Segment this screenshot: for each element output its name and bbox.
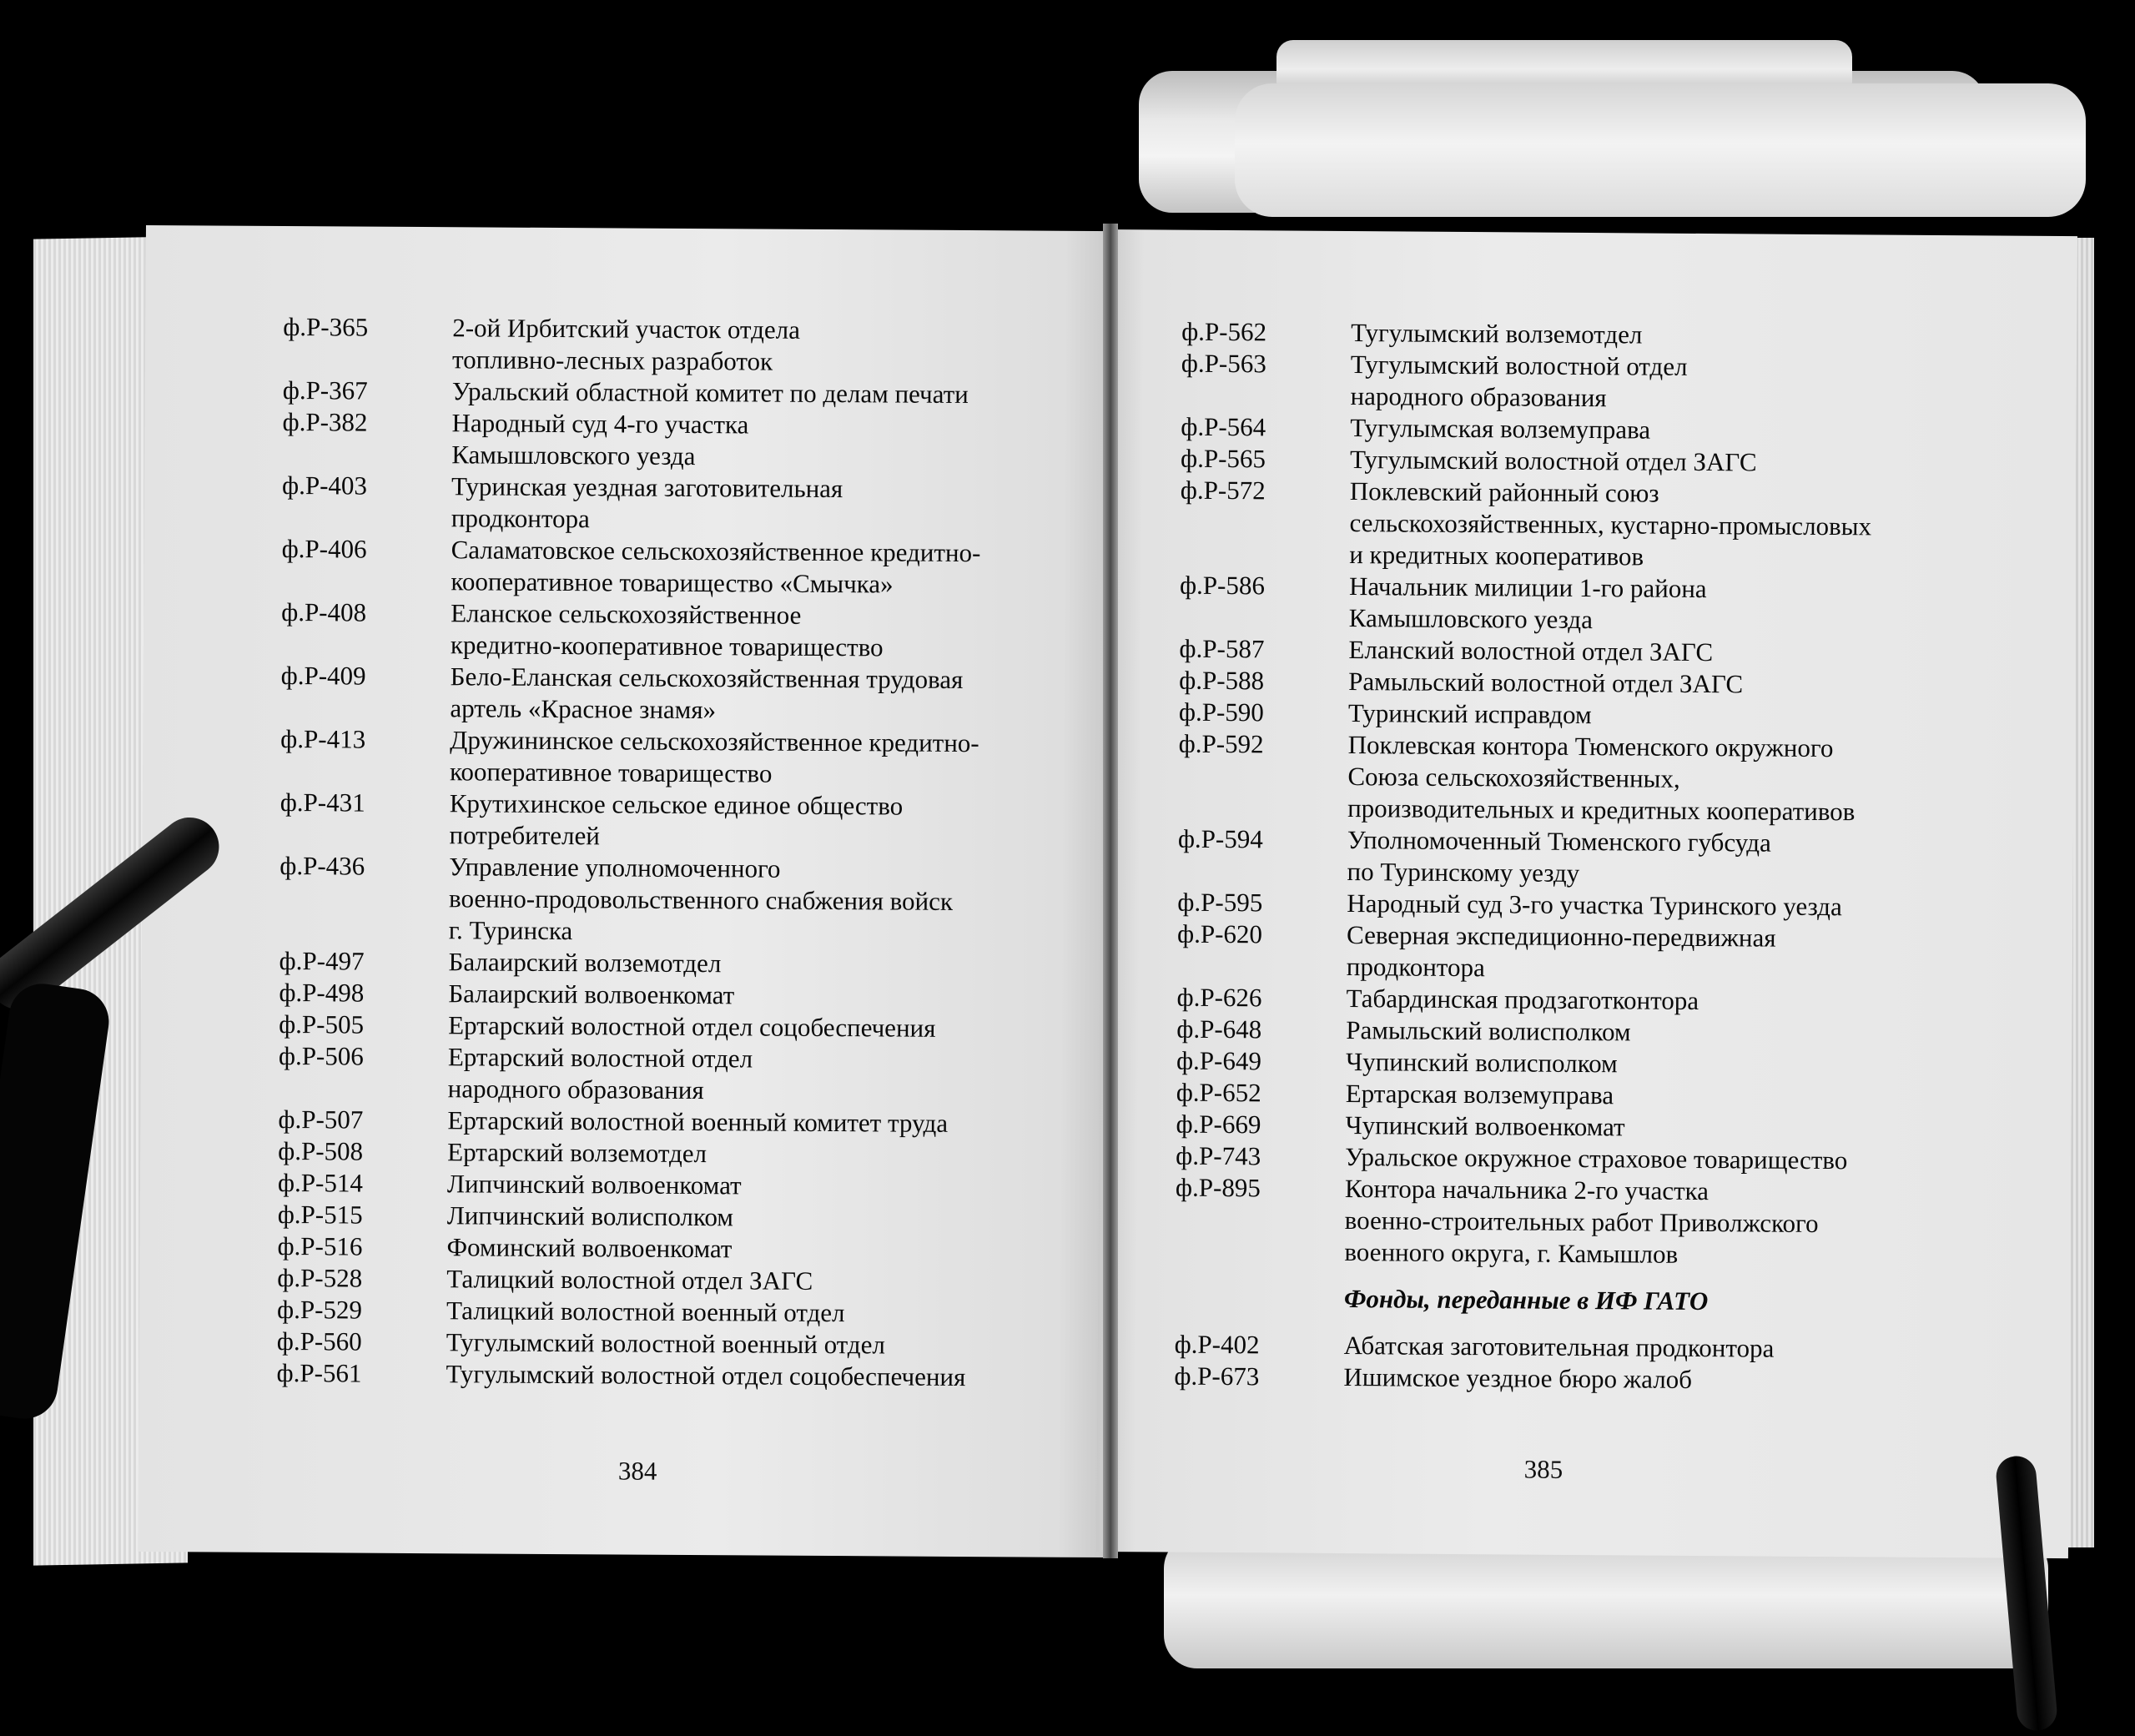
- fond-code: ф.Р-743: [1176, 1140, 1261, 1171]
- fond-code: ф.Р-431: [279, 787, 365, 818]
- fond-name: Талицкий волостной отдел ЗАГС: [446, 1264, 813, 1296]
- fond-code: ф.Р-563: [1181, 348, 1266, 379]
- section-heading: Фонды, переданные в ИФ ГАТО: [1343, 1284, 1709, 1316]
- fond-name: Еланский волостной отдел ЗАГС: [1348, 635, 1714, 667]
- fond-name: Начальник милиции 1-го района Камышловского уезда: [1348, 571, 1707, 635]
- fond-code: ф.Р-572: [1180, 475, 1266, 506]
- fond-code: ф.Р-516: [277, 1230, 363, 1261]
- fond-code: ф.Р-402: [1174, 1329, 1260, 1360]
- fond-name: Ертарский волостной отдел соцобеспечения: [448, 1010, 936, 1043]
- fond-name: Ертарская волземуправа: [1345, 1079, 1614, 1110]
- right-entry-list: [1105, 229, 2077, 1269]
- fond-name: Фоминский волвоенкомат: [446, 1232, 733, 1264]
- fond-code: ф.Р-505: [279, 1009, 365, 1039]
- foam-pad-top-front: [1235, 83, 2086, 217]
- fond-name: Ертарский волземотдел: [447, 1137, 707, 1169]
- fond-name: Саламатовское сельскохозяйственное кредитно- кооперативное товарищество «Смычка»: [451, 535, 981, 599]
- fond-code: ф.Р-895: [1175, 1172, 1261, 1203]
- fond-code: ф.Р-498: [279, 977, 365, 1008]
- fond-code: ф.Р-669: [1176, 1109, 1261, 1140]
- list-item: [145, 310, 1113, 376]
- left-page: [138, 225, 1114, 1557]
- fond-code: ф.Р-408: [281, 596, 367, 627]
- fond-name: Народный суд 3-го участка Туринского уезда: [1347, 888, 1842, 922]
- fond-code: ф.Р-626: [1176, 982, 1262, 1013]
- fond-code: ф.Р-620: [1176, 918, 1263, 949]
- fond-name: Уполномоченный Тюменского губсуда по Туринскому уезду: [1347, 825, 1771, 888]
- fond-code: ф.Р-652: [1176, 1077, 1261, 1108]
- fond-name: Рамыльский волисполком: [1346, 1015, 1631, 1047]
- fond-code: ф.Р-562: [1181, 316, 1267, 347]
- left-entry-list: [146, 225, 1114, 1392]
- fond-code: ф.Р-560: [276, 1326, 362, 1356]
- fond-code: ф.Р-367: [282, 375, 368, 405]
- fond-name: Крутихинское сельское единое общество потребителей: [449, 788, 904, 851]
- book-gutter: [1103, 224, 1118, 1558]
- fond-name: Абатская заготовительная продконтора: [1343, 1331, 1775, 1363]
- fond-code: ф.Р-506: [278, 1040, 364, 1071]
- left-page-number: 384: [617, 1456, 657, 1486]
- fond-code: ф.Р-413: [280, 723, 366, 754]
- fond-code: ф.Р-436: [279, 850, 365, 881]
- fond-name: Балаирский волземотдел: [448, 947, 722, 979]
- fond-name: Туринская уездная заготовительная продконтора: [451, 471, 843, 534]
- fond-name: Тугулымский волостной отдел народного образования: [1350, 350, 1688, 413]
- fond-code: ф.Р-382: [282, 407, 368, 437]
- fond-name: Чупинский волвоенкомат: [1345, 1110, 1625, 1142]
- fond-code: ф.Р-587: [1179, 633, 1265, 664]
- fond-code: ф.Р-592: [1178, 728, 1264, 759]
- fond-code: ф.Р-507: [278, 1104, 364, 1135]
- fond-name: Дружининское сельскохозяйственное кредитно- кооперативное товарищество: [449, 725, 979, 788]
- fond-code: ф.Р-594: [1177, 823, 1263, 854]
- fond-code: ф.Р-406: [281, 534, 367, 564]
- fond-name: Уральский областной комитет по делам печати: [451, 376, 969, 410]
- fond-code: ф.Р-403: [281, 470, 368, 501]
- list-item: [1098, 1328, 2070, 1363]
- list-item: [1105, 315, 2077, 350]
- fond-code: ф.Р-528: [277, 1262, 363, 1293]
- fond-name: Липчинский волисполком: [446, 1200, 734, 1232]
- fond-name: Уральское окружное страховое товарищество: [1345, 1142, 1848, 1175]
- fond-name: Тугулымский волостной военный отдел: [446, 1327, 885, 1360]
- fond-name: Липчинский волвоенкомат: [446, 1169, 742, 1200]
- fond-name: Северная экспедиционно-передвижная продконтора: [1346, 920, 1776, 983]
- fond-name: Талицкий волостной военный отдел: [446, 1296, 845, 1328]
- fond-code: ф.Р-590: [1178, 697, 1264, 727]
- fond-name: Ертарский волостной отдел народного образования: [447, 1042, 753, 1105]
- fond-code: ф.Р-497: [279, 945, 365, 976]
- fond-name: Управление уполномоченного военно-продовольственного снабжения войск г. Туринска: [448, 852, 954, 946]
- fond-name: Ишимское уездное бюро жалоб: [1343, 1362, 1693, 1394]
- fond-name: Рамыльский волостной отдел ЗАГС: [1348, 667, 1744, 699]
- fond-code: ф.Р-409: [280, 660, 366, 691]
- fond-code: ф.Р-586: [1179, 570, 1266, 601]
- fond-name: Народный суд 4-го участка Камышловского уезда: [451, 408, 749, 471]
- fond-name: Тугулымский волостной отдел ЗАГС: [1349, 445, 1757, 477]
- fond-name: Тугулымская волземуправа: [1350, 413, 1651, 445]
- fond-name: 2-ой Ирбитский участок отдела топливно-лесных разработок: [451, 313, 800, 376]
- fond-code: ф.Р-515: [277, 1199, 363, 1230]
- right-page: [1096, 229, 2077, 1558]
- right-page-number: 385: [1523, 1454, 1563, 1484]
- fond-code: ф.Р-564: [1181, 411, 1266, 442]
- fond-code: ф.Р-561: [276, 1357, 362, 1388]
- fond-name: Туринский исправдом: [1347, 698, 1592, 730]
- fond-name: Бело-Еланская сельскохозяйственная трудовая артель «Красное знамя»: [450, 662, 964, 725]
- fond-code: ф.Р-365: [283, 312, 369, 342]
- fond-name: Балаирский волвоенкомат: [448, 979, 735, 1010]
- fond-code: ф.Р-529: [276, 1294, 363, 1325]
- fond-name: Контора начальника 2-го участка военно-строительных работ Приволжского военного округа, г. Камышлов: [1344, 1174, 1819, 1269]
- fond-name: Тугулымский волземотдел: [1351, 318, 1643, 350]
- fond-code: ф.Р-649: [1176, 1045, 1262, 1076]
- fond-name: Еланское сельскохозяйственное кредитно-кооперативное товарищество: [450, 598, 884, 662]
- fond-code: ф.Р-595: [1177, 887, 1263, 918]
- fond-name: Ертарский волостной военный комитет труда: [447, 1105, 949, 1138]
- fond-name: Поклевская контора Тюменского окружного Союза сельскохозяйственных, производительных и кредитных кооперативов: [1347, 730, 1856, 827]
- fond-code: ф.Р-508: [278, 1135, 364, 1166]
- fond-name: Поклевский районный союз сельскохозяйственных, кустарно-промысловых и кредитных кооперативов: [1349, 476, 1872, 571]
- fond-code: ф.Р-673: [1174, 1361, 1260, 1391]
- fond-code: ф.Р-565: [1180, 443, 1266, 474]
- fond-name: Тугулымский волостной отдел соцобеспечения: [446, 1359, 966, 1392]
- fond-code: ф.Р-648: [1176, 1014, 1262, 1044]
- fond-name: Чупинский волисполком: [1345, 1047, 1618, 1079]
- fond-name: Табардинская продзаготконтора: [1346, 984, 1699, 1015]
- fond-code: ф.Р-514: [277, 1167, 364, 1198]
- fond-code: ф.Р-588: [1179, 665, 1265, 696]
